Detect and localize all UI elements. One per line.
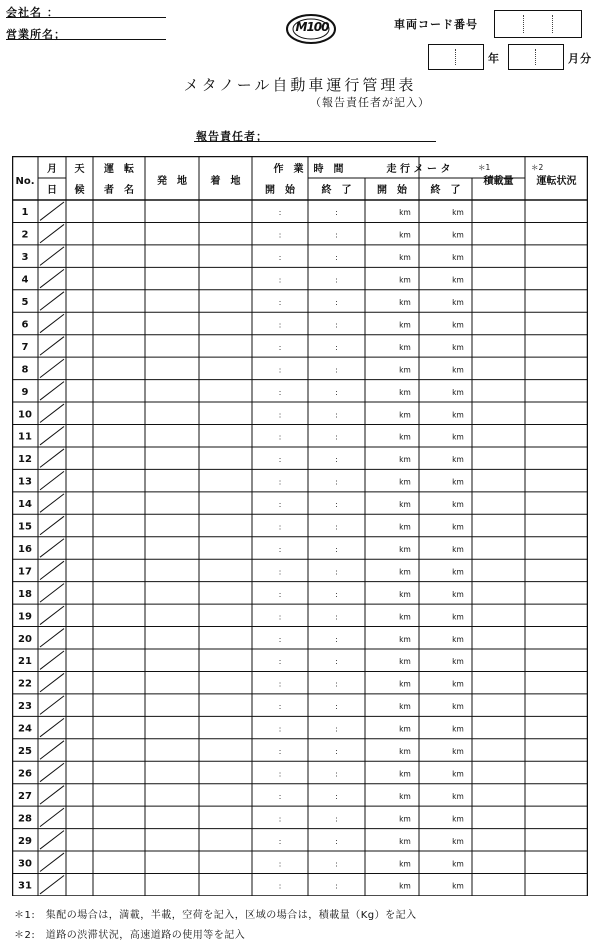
date-diagonal xyxy=(40,651,64,669)
time-separator: : xyxy=(335,522,338,532)
time-separator: : xyxy=(335,275,338,285)
page-title: メタノール自動車運行管理表 xyxy=(183,76,417,94)
km-unit: km xyxy=(399,769,411,779)
row-number: 14 xyxy=(18,499,32,511)
time-separator: : xyxy=(278,230,282,240)
km-unit: km xyxy=(452,679,464,689)
date-diagonal xyxy=(40,741,64,759)
km-unit: km xyxy=(399,387,411,397)
km-unit: km xyxy=(452,298,464,308)
time-separator: : xyxy=(335,724,338,734)
office-field[interactable] xyxy=(6,39,166,40)
time-separator: : xyxy=(335,679,338,689)
km-unit: km xyxy=(452,702,464,712)
col-weather-header: 天 xyxy=(74,164,85,175)
km-unit: km xyxy=(452,791,464,801)
date-diagonal xyxy=(40,292,64,310)
time-separator: : xyxy=(335,881,338,891)
time-separator: : xyxy=(278,612,282,622)
time-separator: : xyxy=(335,859,338,869)
vehicle-code-label: 車両コード番号 xyxy=(394,18,478,31)
time-separator: : xyxy=(278,769,282,779)
reporter-field[interactable] xyxy=(194,141,436,142)
col-meter-start-header: 開 始 xyxy=(377,185,407,196)
col-meter-end-header: 終 了 xyxy=(430,185,461,196)
km-unit: km xyxy=(452,320,464,330)
time-separator: : xyxy=(335,567,338,577)
vehicle-code-box[interactable] xyxy=(494,10,582,38)
col-load-header: 積載量 xyxy=(483,176,514,187)
row-number: 27 xyxy=(18,790,32,802)
km-unit: km xyxy=(452,410,464,420)
time-separator: : xyxy=(278,724,282,734)
km-unit: km xyxy=(452,275,464,285)
time-separator: : xyxy=(278,522,282,532)
date-diagonal xyxy=(40,471,64,489)
km-unit: km xyxy=(399,365,411,375)
km-unit: km xyxy=(452,544,464,554)
col-arrival-header: 着 地 xyxy=(210,176,241,187)
row-number: 13 xyxy=(18,476,32,488)
time-separator: : xyxy=(278,859,282,869)
km-unit: km xyxy=(452,589,464,599)
time-separator: : xyxy=(278,500,282,510)
km-unit: km xyxy=(452,814,464,824)
date-diagonal xyxy=(40,763,64,781)
km-unit: km xyxy=(399,814,411,824)
row-number: 12 xyxy=(18,454,32,466)
km-unit: km xyxy=(399,500,411,510)
km-unit: km xyxy=(452,208,464,218)
time-separator: : xyxy=(278,702,282,712)
time-separator: : xyxy=(278,387,282,397)
km-unit: km xyxy=(399,410,411,420)
date-diagonal xyxy=(40,673,64,691)
time-separator: : xyxy=(335,657,338,667)
col-departure-header: 発 地 xyxy=(157,176,187,187)
time-separator: : xyxy=(278,679,282,689)
row-number: 23 xyxy=(18,701,32,713)
time-separator: : xyxy=(278,634,282,644)
time-separator: : xyxy=(278,432,282,442)
time-separator: : xyxy=(278,836,282,846)
km-unit: km xyxy=(399,836,411,846)
km-unit: km xyxy=(399,791,411,801)
row-number: 16 xyxy=(18,543,32,555)
km-unit: km xyxy=(399,634,411,644)
date-diagonal xyxy=(40,584,64,602)
time-separator: : xyxy=(278,477,282,487)
time-separator: : xyxy=(335,253,338,263)
time-separator: : xyxy=(335,589,338,599)
km-unit: km xyxy=(399,477,411,487)
date-diagonal xyxy=(40,269,64,287)
date-diagonal xyxy=(40,831,64,849)
row-number: 7 xyxy=(21,341,29,353)
time-separator: : xyxy=(278,881,282,891)
km-unit: km xyxy=(452,230,464,240)
time-separator: : xyxy=(278,208,282,218)
km-unit: km xyxy=(399,859,411,869)
date-diagonal xyxy=(40,876,64,894)
time-separator: : xyxy=(278,298,282,308)
time-separator: : xyxy=(335,544,338,554)
col-work-end-header: 終 了 xyxy=(321,185,352,196)
km-unit: km xyxy=(452,769,464,779)
page-subtitle: （報告責任者が記入） xyxy=(310,96,430,109)
log-table xyxy=(12,156,588,896)
year-box[interactable] xyxy=(428,44,484,70)
km-unit: km xyxy=(452,836,464,846)
col-work-time-header: 作 業 時 間 xyxy=(273,164,344,175)
time-separator: : xyxy=(335,455,338,465)
date-diagonal xyxy=(40,382,64,400)
col-load-mark: ＊1 xyxy=(478,163,491,172)
time-separator: : xyxy=(335,836,338,846)
time-separator: : xyxy=(335,702,338,712)
row-number: 18 xyxy=(18,588,32,600)
row-number: 22 xyxy=(18,678,32,690)
km-unit: km xyxy=(399,612,411,622)
date-diagonal xyxy=(40,359,64,377)
date-diagonal xyxy=(40,853,64,871)
km-unit: km xyxy=(452,634,464,644)
km-unit: km xyxy=(452,724,464,734)
row-number: 10 xyxy=(18,409,32,421)
date-diagonal xyxy=(40,786,64,804)
col-month-header: 月 xyxy=(47,164,57,175)
row-number: 5 xyxy=(21,297,29,309)
time-separator: : xyxy=(278,275,282,285)
company-field[interactable] xyxy=(6,17,166,18)
col-driver-header: 者 名 xyxy=(104,185,134,196)
time-separator: : xyxy=(335,747,338,757)
time-separator: : xyxy=(278,253,282,263)
row-number: 21 xyxy=(18,656,32,668)
row-number: 6 xyxy=(21,319,29,331)
time-separator: : xyxy=(278,589,282,599)
time-separator: : xyxy=(278,365,282,375)
row-number: 31 xyxy=(18,880,32,892)
time-separator: : xyxy=(335,791,338,801)
time-separator: : xyxy=(278,320,282,330)
km-unit: km xyxy=(399,253,411,263)
date-diagonal xyxy=(40,718,64,736)
km-unit: km xyxy=(399,679,411,689)
col-drive-mark: ＊2 xyxy=(531,163,544,172)
time-separator: : xyxy=(278,747,282,757)
date-diagonal xyxy=(40,539,64,557)
col-weather-header: 候 xyxy=(74,185,85,196)
km-unit: km xyxy=(452,522,464,532)
row-number: 2 xyxy=(21,229,29,241)
row-number: 30 xyxy=(18,858,32,870)
km-unit: km xyxy=(399,455,411,465)
time-separator: : xyxy=(335,387,338,397)
km-unit: km xyxy=(399,208,411,218)
time-separator: : xyxy=(335,814,338,824)
km-unit: km xyxy=(399,342,411,352)
km-unit: km xyxy=(399,275,411,285)
km-unit: km xyxy=(452,455,464,465)
km-unit: km xyxy=(452,657,464,667)
time-separator: : xyxy=(335,432,338,442)
time-separator: : xyxy=(278,657,282,667)
col-drive-status-header: 運転状況 xyxy=(536,176,577,187)
time-separator: : xyxy=(335,612,338,622)
time-separator: : xyxy=(278,544,282,554)
row-number: 25 xyxy=(18,746,32,758)
time-separator: : xyxy=(335,230,338,240)
time-separator: : xyxy=(335,634,338,644)
km-unit: km xyxy=(399,298,411,308)
date-diagonal xyxy=(40,314,64,332)
date-diagonal xyxy=(40,202,64,220)
km-unit: km xyxy=(399,522,411,532)
time-separator: : xyxy=(335,208,338,218)
km-unit: km xyxy=(399,567,411,577)
km-unit: km xyxy=(399,432,411,442)
office-label: 営業所名； xyxy=(6,28,66,41)
time-separator: : xyxy=(278,410,282,420)
row-number: 9 xyxy=(21,386,29,398)
row-number: 24 xyxy=(18,723,32,735)
km-unit: km xyxy=(452,387,464,397)
footnote-1: ＊1: 集配の場合は，満載，半載，空荷を記入，区域の場合は，積載量（Kg）を記入 xyxy=(14,910,417,921)
date-diagonal xyxy=(40,696,64,714)
footnote-2: ＊2: 道路の渋滞状況，高速道路の使用等を記入 xyxy=(14,930,246,941)
row-number: 28 xyxy=(18,813,32,825)
time-separator: : xyxy=(278,567,282,577)
km-unit: km xyxy=(452,567,464,577)
reporter-label: 報告責任者； xyxy=(196,130,268,143)
date-diagonal xyxy=(40,516,64,534)
row-number: 19 xyxy=(18,611,32,623)
date-diagonal xyxy=(40,561,64,579)
km-unit: km xyxy=(452,365,464,375)
km-unit: km xyxy=(399,589,411,599)
time-separator: : xyxy=(278,342,282,352)
km-unit: km xyxy=(452,253,464,263)
logo-text: M100 xyxy=(295,20,329,34)
row-number: 15 xyxy=(18,521,32,533)
km-unit: km xyxy=(452,477,464,487)
km-unit: km xyxy=(452,859,464,869)
row-number: 8 xyxy=(21,364,29,376)
time-separator: : xyxy=(278,455,282,465)
date-diagonal xyxy=(40,224,64,242)
km-unit: km xyxy=(452,747,464,757)
km-unit: km xyxy=(452,881,464,891)
km-unit: km xyxy=(399,747,411,757)
date-diagonal xyxy=(40,606,64,624)
row-number: 29 xyxy=(18,835,32,847)
date-diagonal xyxy=(40,247,64,265)
time-separator: : xyxy=(335,769,338,779)
time-separator: : xyxy=(335,320,338,330)
date-diagonal xyxy=(40,337,64,355)
row-number: 17 xyxy=(18,566,32,578)
km-unit: km xyxy=(399,320,411,330)
col-work-start-header: 開 始 xyxy=(265,185,295,196)
col-meter-header: 走 行 メ ー タ xyxy=(386,164,451,175)
km-unit: km xyxy=(452,432,464,442)
time-separator: : xyxy=(335,342,338,352)
km-unit: km xyxy=(399,544,411,554)
km-unit: km xyxy=(399,881,411,891)
row-number: 3 xyxy=(21,252,29,264)
row-number: 20 xyxy=(18,633,32,645)
row-number: 4 xyxy=(21,274,29,286)
date-diagonal xyxy=(40,808,64,826)
time-separator: : xyxy=(335,500,338,510)
row-number: 26 xyxy=(18,768,32,780)
date-diagonal xyxy=(40,404,64,422)
time-separator: : xyxy=(335,298,338,308)
col-no-header: No. xyxy=(15,176,35,187)
row-number: 1 xyxy=(21,207,29,219)
date-diagonal xyxy=(40,449,64,467)
date-diagonal xyxy=(40,494,64,512)
km-unit: km xyxy=(399,724,411,734)
row-number: 11 xyxy=(18,431,32,443)
month-box[interactable] xyxy=(508,44,564,70)
col-driver-header: 運 転 xyxy=(104,164,134,175)
km-unit: km xyxy=(452,500,464,510)
year-label: 年 xyxy=(488,52,500,65)
col-day-header: 日 xyxy=(47,185,57,196)
date-diagonal xyxy=(40,427,64,445)
month-label: 月分 xyxy=(568,52,592,65)
km-unit: km xyxy=(399,702,411,712)
date-diagonal xyxy=(40,629,64,647)
time-separator: : xyxy=(278,791,282,801)
time-separator: : xyxy=(335,477,338,487)
company-label: 会社名 ： xyxy=(6,6,59,19)
time-separator: : xyxy=(335,410,338,420)
km-unit: km xyxy=(452,342,464,352)
km-unit: km xyxy=(399,657,411,667)
time-separator: : xyxy=(335,365,338,375)
time-separator: : xyxy=(278,814,282,824)
km-unit: km xyxy=(399,230,411,240)
km-unit: km xyxy=(452,612,464,622)
